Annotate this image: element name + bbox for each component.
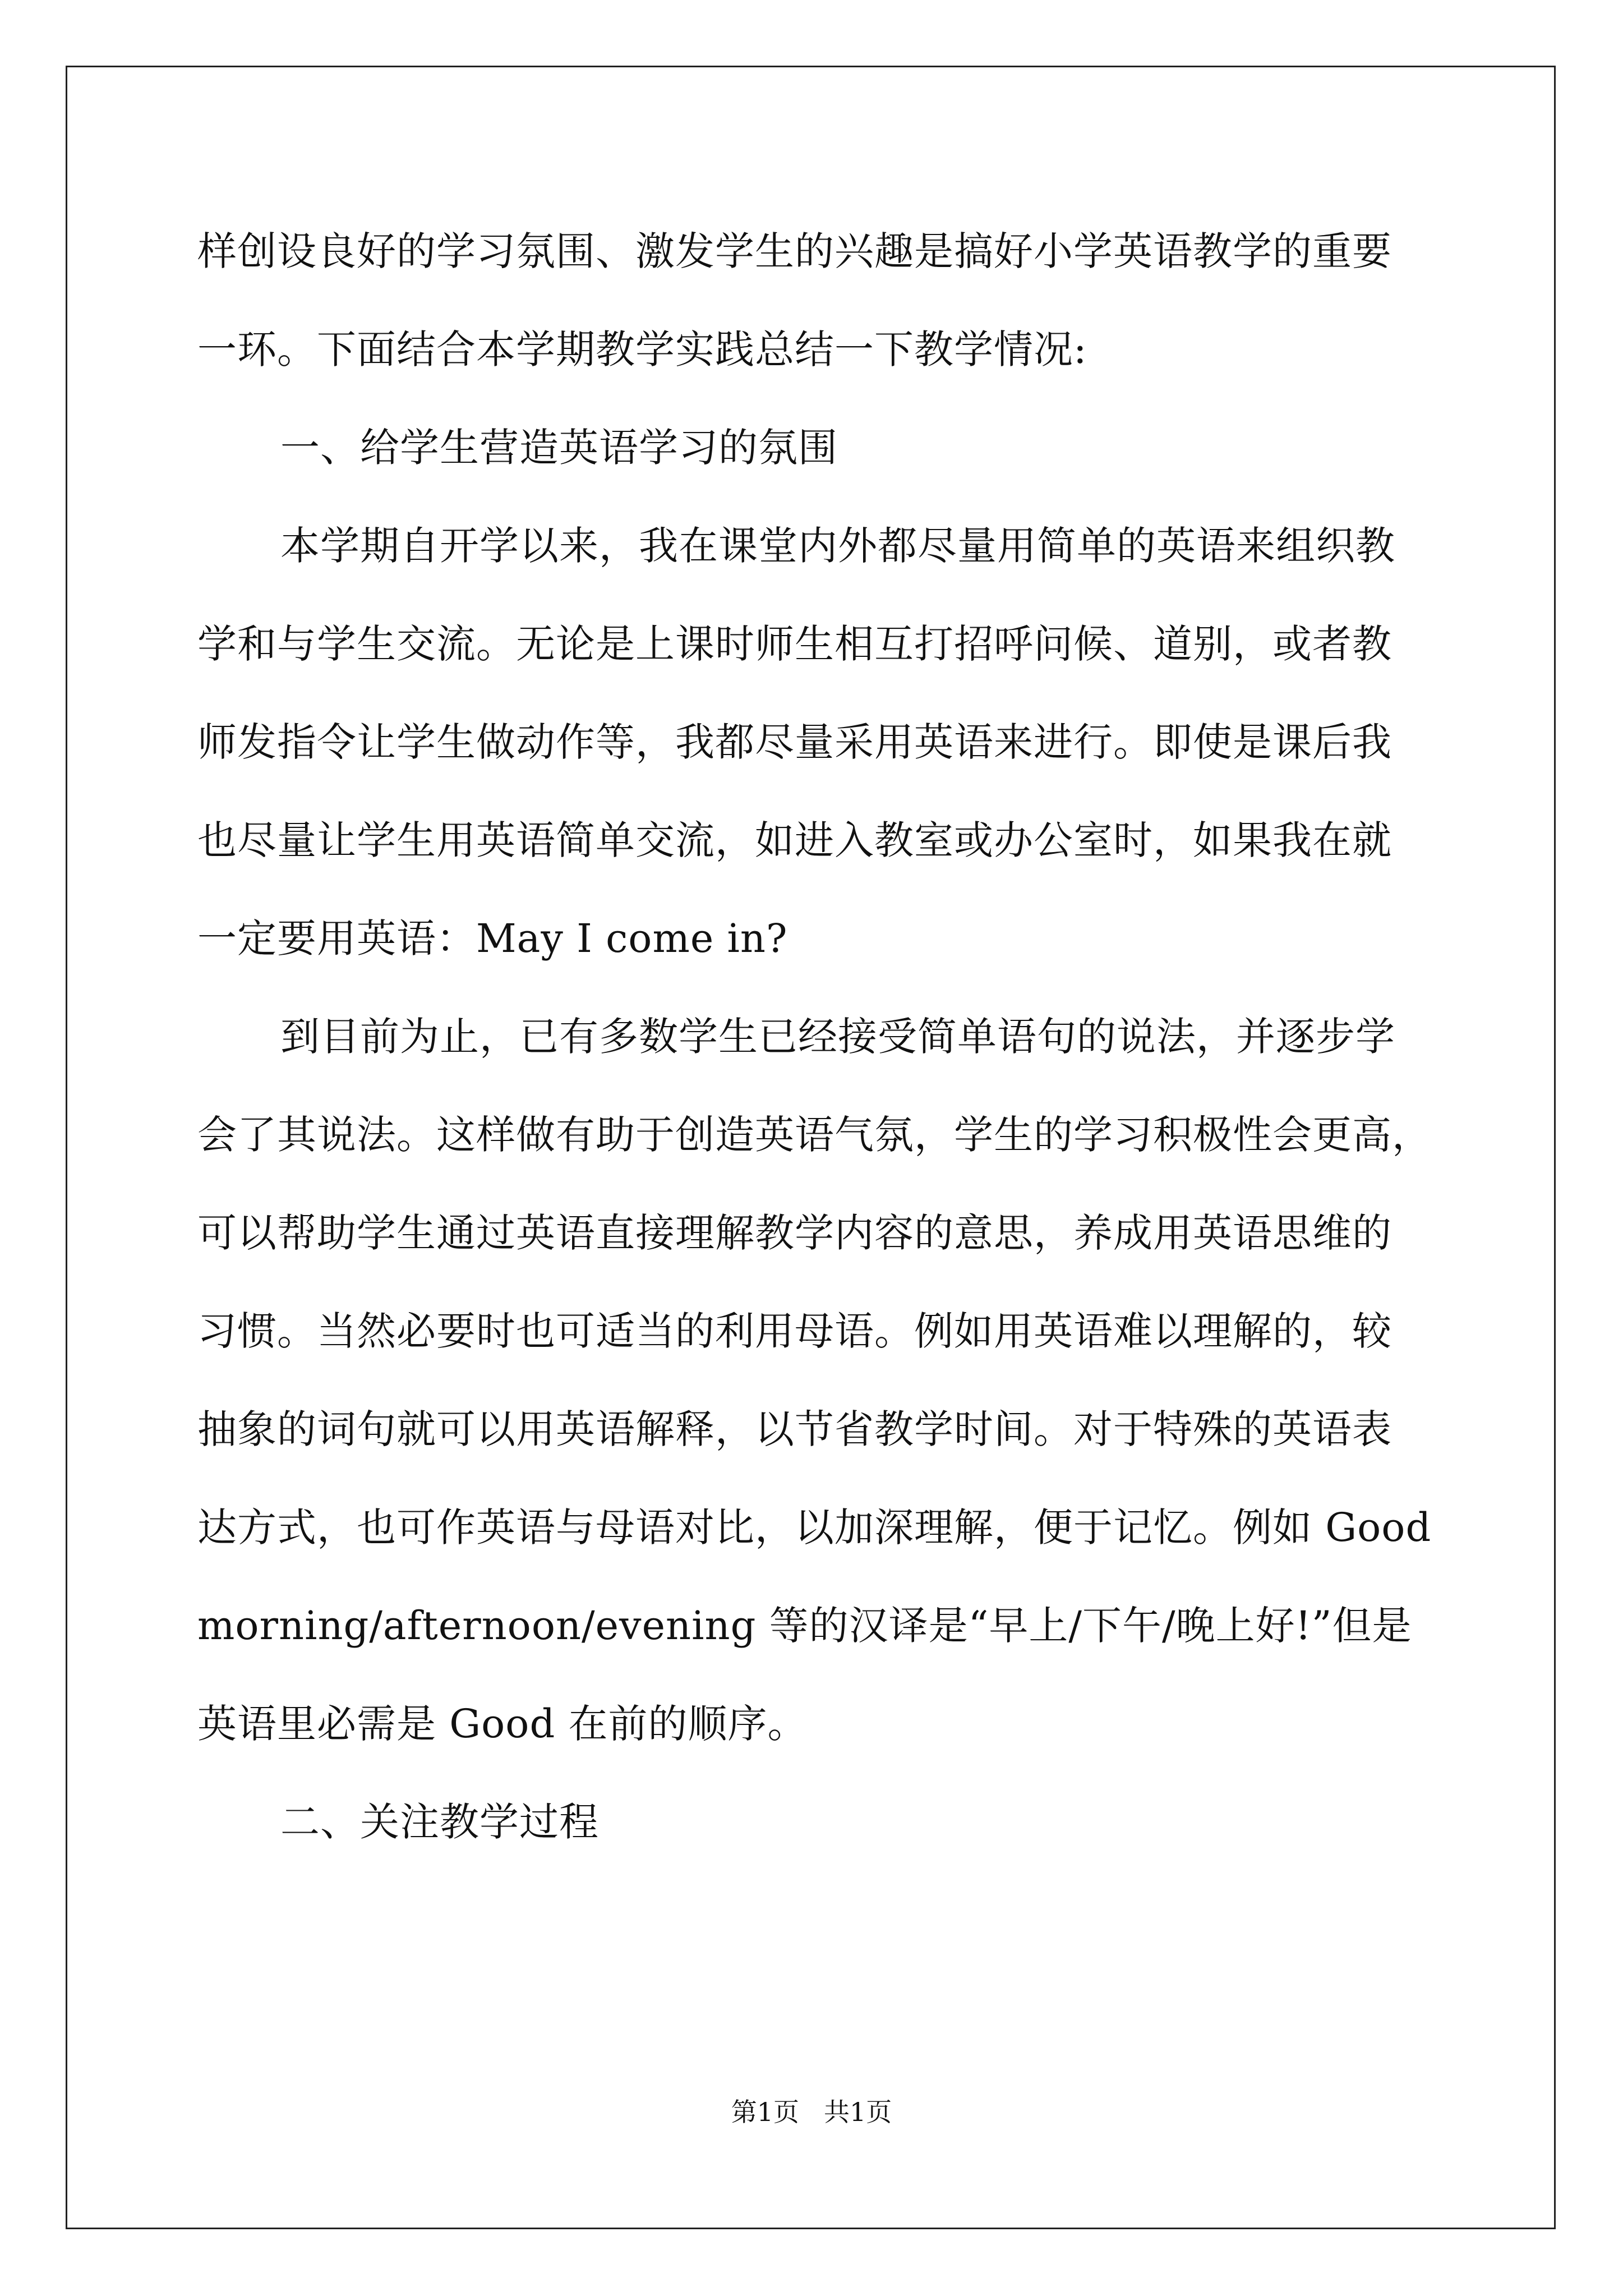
section-heading: 一、给学生营造英语学习的氛围 [280,425,838,471]
text-line: 本学期自开学以来，我在课堂内外都尽量用简单的英语来组织教 [280,523,1395,569]
text-line: 英语里必需是 Good 在前的顺序。 [197,1701,808,1747]
text-line: 样创设良好的学习氛围、激发学生的兴趣是搞好小学英语教学的重要 [197,228,1392,274]
text-line: 抽象的词句就可以用英语解释，以节省教学时间。对于特殊的英语表 [197,1406,1392,1452]
text-line: 达方式，也可作英语与母语对比，以加深理解，便于记忆。例如 Good [197,1504,1432,1550]
text-line: 也尽量让学生用英语简单交流，如进入教室或办公室时，如果我在就 [197,817,1392,863]
text-line: 学和与学生交流。无论是上课时师生相互打招呼问候、道别，或者教 [197,621,1392,667]
text-line: 一定要用英语：May I come in? [197,915,788,961]
text-line: 师发指令让学生做动作等，我都尽量采用英语来进行。即使是课后我 [197,719,1392,765]
text-line: 会了其说法。这样做有助于创造英语气氛，学生的学习积极性会更高， [197,1112,1432,1158]
text-line: 习惯。当然必要时也可适当的利用母语。例如用英语难以理解的，较 [197,1308,1392,1354]
text-line: 可以帮助学生通过英语直接理解教学内容的意思，养成用英语思维的 [197,1210,1392,1256]
text-line: morning/afternoon/evening 等的汉译是“早上/下午/晚上好!”但是 [197,1603,1412,1649]
text-line: 一环。下面结合本学期教学实践总结一下教学情况: [197,326,1087,372]
section-heading: 二、关注教学过程 [280,1799,599,1845]
page-total: 共1页 [824,2097,892,2127]
text-line: 到目前为止，已有多数学生已经接受简单语句的说法，并逐步学 [280,1014,1395,1060]
page-number: 第1页 [731,2097,799,2127]
page-footer [0,2095,1623,2129]
